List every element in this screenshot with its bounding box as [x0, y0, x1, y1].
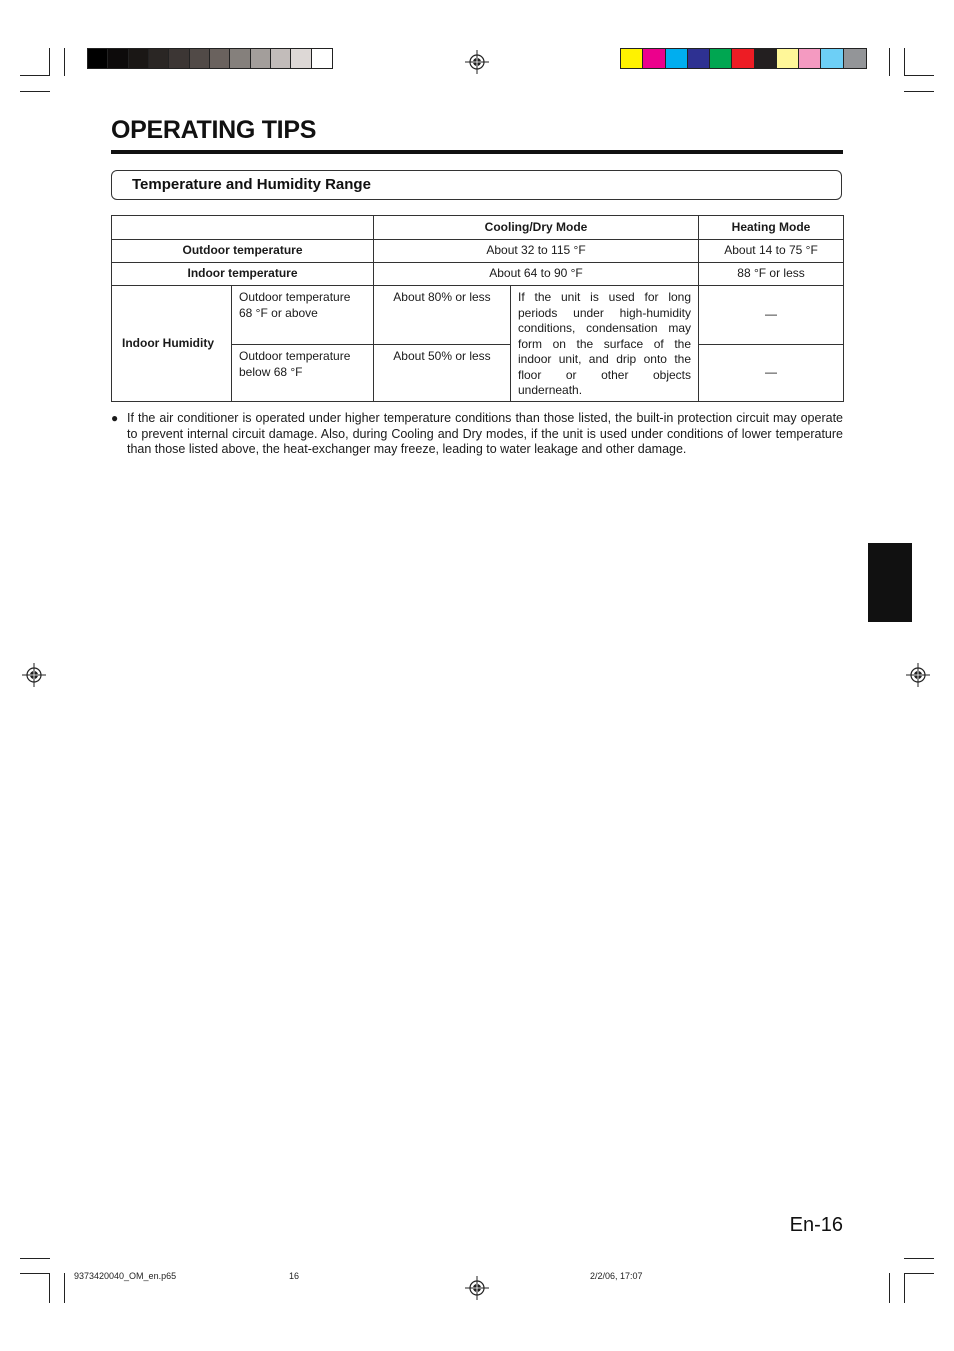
- color-swatch: [190, 49, 210, 68]
- crop-mark: [904, 1258, 934, 1259]
- row-label: Indoor Humidity: [112, 286, 232, 402]
- cell-value: About 50% or less: [374, 345, 511, 402]
- humidity-condition: Outdoor temperature 68 °F or above: [232, 286, 374, 345]
- cell-value: About 14 to 75 °F: [699, 240, 844, 263]
- cell-value: 88 °F or less: [699, 263, 844, 286]
- table-row: [112, 240, 844, 263]
- color-swatch: [251, 49, 271, 68]
- table-row: [112, 263, 844, 286]
- row-label: Outdoor temperature: [112, 240, 374, 263]
- note-paragraph: [111, 411, 843, 458]
- crop-mark: [889, 1273, 890, 1303]
- cell-value: About 64 to 90 °F: [374, 263, 699, 286]
- color-swatch: [291, 49, 311, 68]
- section-title: Temperature and Humidity Range: [132, 176, 371, 193]
- color-swatch: [755, 49, 777, 68]
- color-swatch: [108, 49, 128, 68]
- gray-density-bar: [87, 48, 333, 69]
- crop-mark: [64, 48, 65, 76]
- registration-mark-icon: [906, 663, 930, 687]
- color-swatch: [271, 49, 291, 68]
- color-swatch: [777, 49, 799, 68]
- footer-file: 9373420040_OM_en.p65: [74, 1271, 177, 1281]
- note-text: If the air conditioner is operated under higher temperature conditions than those listed, the built-in protection circuit may operate to prevent internal circuit damage. Also, during Cooling and Dry modes, if the unit is used under conditions of lower temperature than those listed above, the heat-exchanger may freeze, leading to water leakage and other damage.: [127, 411, 843, 456]
- color-swatch: [230, 49, 250, 68]
- crop-mark: [904, 91, 934, 92]
- crop-mark: [904, 48, 905, 76]
- row-label: Indoor temperature: [112, 263, 374, 286]
- crop-mark: [20, 75, 50, 76]
- table-header-cooling: Cooling/Dry Mode: [374, 216, 699, 240]
- cell-value: —: [699, 286, 844, 345]
- color-swatch: [821, 49, 843, 68]
- color-swatch: [844, 49, 866, 68]
- color-swatch: [688, 49, 710, 68]
- color-swatch: [710, 49, 732, 68]
- page-title: OPERATING TIPS: [111, 116, 317, 144]
- color-swatch: [666, 49, 688, 68]
- color-swatch: [169, 49, 189, 68]
- cell-value: About 32 to 115 °F: [374, 240, 699, 263]
- table-row: [112, 286, 844, 345]
- crop-mark: [49, 48, 50, 76]
- color-swatch: [88, 49, 108, 68]
- bullet-icon: ●: [111, 411, 119, 425]
- color-swatch: [149, 49, 169, 68]
- section-header: [111, 170, 842, 200]
- color-swatch: [732, 49, 754, 68]
- table-header-empty: [112, 216, 374, 240]
- crop-mark: [904, 1273, 905, 1303]
- side-tab: [868, 543, 912, 622]
- color-calibration-bar: [620, 48, 867, 69]
- cell-value: About 80% or less: [374, 286, 511, 345]
- crop-mark: [20, 91, 50, 92]
- page-number: En-16: [789, 1214, 843, 1236]
- crop-mark: [20, 1258, 50, 1259]
- registration-mark-icon: [465, 1276, 489, 1300]
- color-swatch: [129, 49, 149, 68]
- condensation-note: If the unit is used for long periods under high-humidity conditions, condensation may form on the surface of the indoor unit, and drip onto the floor or other objects underneath.: [511, 286, 699, 402]
- temperature-humidity-table: [111, 215, 844, 402]
- cell-value: —: [699, 345, 844, 402]
- registration-mark-icon: [22, 663, 46, 687]
- color-swatch: [621, 49, 643, 68]
- registration-mark-icon: [465, 50, 489, 74]
- crop-mark: [64, 1273, 65, 1303]
- humidity-condition: Outdoor temperature below 68 °F: [232, 345, 374, 402]
- crop-mark: [20, 1273, 50, 1274]
- color-swatch: [799, 49, 821, 68]
- crop-mark: [49, 1273, 50, 1303]
- crop-mark: [889, 48, 890, 76]
- color-swatch: [643, 49, 665, 68]
- title-rule: [111, 150, 843, 154]
- crop-mark: [904, 1273, 934, 1274]
- footer-page: 16: [289, 1271, 300, 1281]
- table-header-heating: Heating Mode: [699, 216, 844, 240]
- crop-mark: [904, 75, 934, 76]
- color-swatch: [210, 49, 230, 68]
- footer-datetime: 2/2/06, 17:07: [590, 1271, 643, 1281]
- color-swatch: [312, 49, 332, 68]
